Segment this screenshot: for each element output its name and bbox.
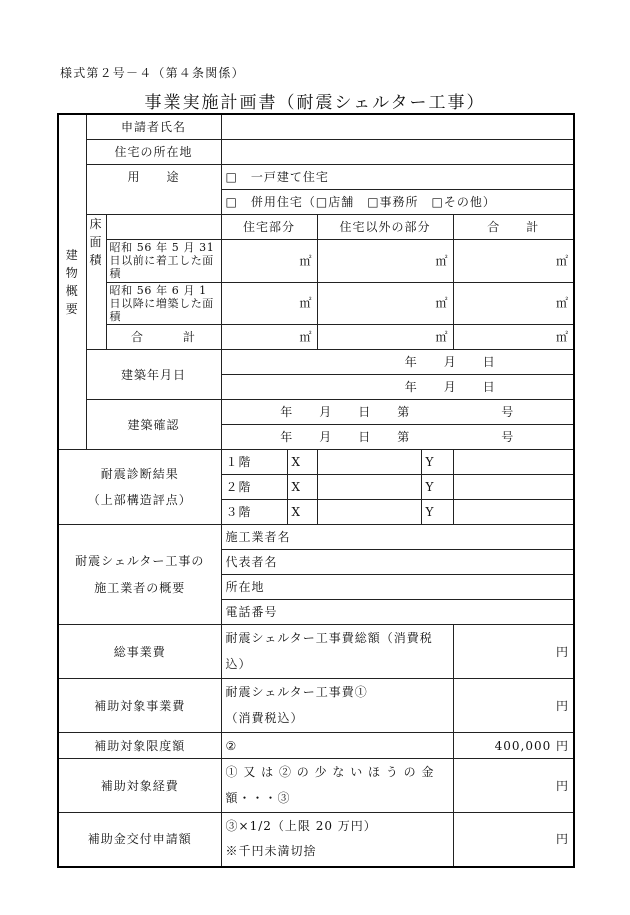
col-residential: 住宅部分 <box>221 215 317 240</box>
apply-desc-line2: ※千円未満切捨 <box>225 844 317 859</box>
built-date-field-1[interactable]: 年 月 日 <box>221 350 574 375</box>
target-cost-amount[interactable]: 円 <box>453 759 574 813</box>
contractor-rep-field[interactable]: 代表者名 <box>221 550 574 575</box>
diagnosis-label <box>58 450 221 525</box>
confirm-field-1[interactable]: 年 月 日 第 号 <box>221 400 574 425</box>
diagnosis-floor-1: １階 <box>221 450 287 475</box>
area-before-other[interactable]: ㎡ <box>317 240 453 283</box>
area-sum-total[interactable]: ㎡ <box>453 325 574 350</box>
diagnosis-label-line1: 耐震診断結果 <box>100 466 179 481</box>
diagnosis-y-label-2: Y <box>421 475 453 500</box>
limit-label: 補助対象限度額 <box>58 733 221 759</box>
diagnosis-y-value-2[interactable] <box>453 475 574 500</box>
contractor-label-line1: 耐震シェルター工事の <box>75 554 205 569</box>
apply-desc-line1: ③×1/2（上限 20 万円） <box>225 819 377 834</box>
use-option-mixed[interactable]: □ 併用住宅（□店舗 □事務所 □その他） <box>221 190 574 215</box>
form-number: 様式第２号－４（第４条関係） <box>60 66 245 80</box>
diagnosis-x-label-1: X <box>287 450 317 475</box>
page-title: 事業実施計画書（耐震シェルター工事） <box>144 93 486 113</box>
building-group-text: 建 物 概 要 <box>65 248 79 317</box>
target-desc-line2: 額・・・③ <box>225 790 291 805</box>
built-date-field-2[interactable]: 年 月 日 <box>221 375 574 400</box>
area-sum-other[interactable]: ㎡ <box>317 325 453 350</box>
apply-amount-desc <box>221 813 453 867</box>
apply-amount-label: 補助金交付申請額 <box>58 813 221 867</box>
diagnosis-floor-3: ３階 <box>221 500 287 525</box>
floor-area-label <box>86 215 106 350</box>
address-label: 住宅の所在地 <box>86 140 221 165</box>
diagnosis-y-value-3[interactable] <box>453 500 574 525</box>
use-label: 用 途 <box>86 165 221 215</box>
col-total: 合 計 <box>453 215 574 240</box>
target-cost-desc <box>221 759 453 813</box>
contractor-label-line2: 施工業者の概要 <box>94 580 186 595</box>
eligible-cost-label: 補助対象事業費 <box>58 679 221 733</box>
eligible-desc-line1: 耐震シェルター工事費① <box>225 685 368 700</box>
total-cost-amount[interactable]: 円 <box>453 625 574 679</box>
building-group-label <box>58 114 86 450</box>
use-option-detached[interactable]: □ 一戸建て住宅 <box>221 165 574 190</box>
apply-amount-value[interactable]: 円 <box>453 813 574 867</box>
diagnosis-x-label-3: X <box>287 500 317 525</box>
area-after-total[interactable]: ㎡ <box>453 282 574 325</box>
total-cost-label: 総事業費 <box>58 625 221 679</box>
diagnosis-x-value-2[interactable] <box>317 475 421 500</box>
applicant-label: 申請者氏名 <box>86 114 221 140</box>
area-after-residential[interactable]: ㎡ <box>221 282 317 325</box>
row-after-label: 昭和 56 年 6 月 1 日以降に増築した面積 <box>106 282 221 325</box>
area-after-other[interactable]: ㎡ <box>317 282 453 325</box>
diagnosis-y-label-1: Y <box>421 450 453 475</box>
area-sum-residential[interactable]: ㎡ <box>221 325 317 350</box>
contractor-phone-field[interactable]: 電話番号 <box>221 600 574 625</box>
eligible-cost-amount[interactable]: 円 <box>453 679 574 733</box>
eligible-desc-line2: （消費税込） <box>225 710 304 725</box>
target-desc-line1: ① 又 は ② の 少 な い ほ う の 金 <box>225 765 435 780</box>
confirm-field-2[interactable]: 年 月 日 第 号 <box>221 425 574 450</box>
area-before-residential[interactable]: ㎡ <box>221 240 317 283</box>
diagnosis-y-label-3: Y <box>421 500 453 525</box>
diagnosis-x-label-2: X <box>287 475 317 500</box>
col-other: 住宅以外の部分 <box>317 215 453 240</box>
floor-area-text: 床 面 積 <box>89 217 103 267</box>
plan-form-table <box>57 113 575 868</box>
diagnosis-x-value-1[interactable] <box>317 450 421 475</box>
diagnosis-x-value-3[interactable] <box>317 500 421 525</box>
contractor-name-field[interactable]: 施工業者名 <box>221 525 574 550</box>
contractor-address-field[interactable]: 所在地 <box>221 575 574 600</box>
floor-area-corner <box>106 215 221 240</box>
applicant-field[interactable] <box>221 114 574 140</box>
total-cost-desc: 耐震シェルター工事費総額（消費税込） <box>221 625 453 679</box>
limit-amount: 400,000 円 <box>453 733 574 759</box>
diagnosis-floor-2: ２階 <box>221 475 287 500</box>
diagnosis-y-value-1[interactable] <box>453 450 574 475</box>
row-sum-label: 合 計 <box>106 325 221 350</box>
address-field[interactable] <box>221 140 574 165</box>
row-before-label: 昭和 56 年 5 月 31 日以前に着工した面積 <box>106 240 221 283</box>
contractor-label <box>58 525 221 625</box>
built-date-label: 建築年月日 <box>86 350 221 400</box>
area-before-total[interactable]: ㎡ <box>453 240 574 283</box>
eligible-cost-desc <box>221 679 453 733</box>
target-cost-label: 補助対象経費 <box>58 759 221 813</box>
diagnosis-label-line2: （上部構造評点） <box>87 493 192 508</box>
confirm-label: 建築確認 <box>86 400 221 450</box>
limit-desc: ② <box>221 733 453 759</box>
